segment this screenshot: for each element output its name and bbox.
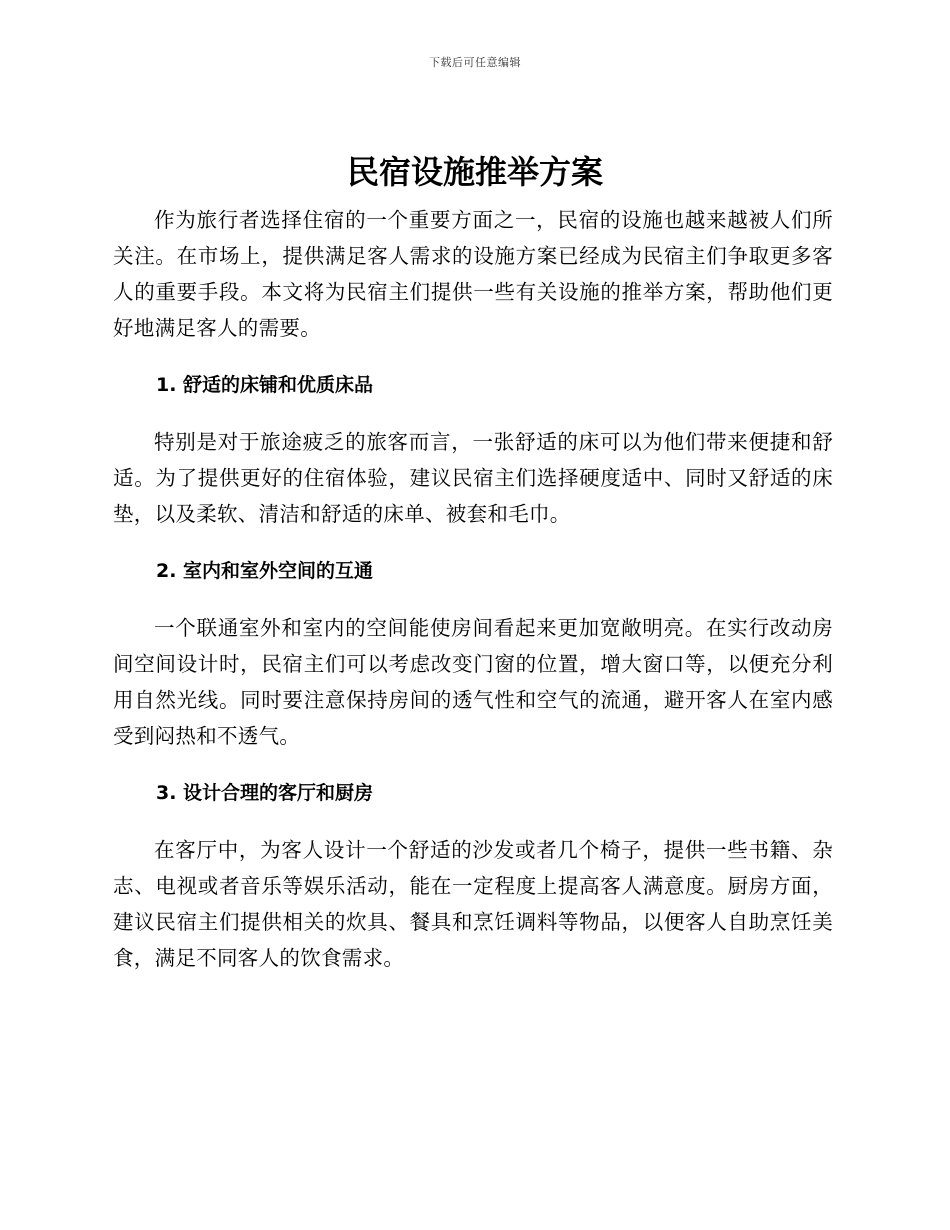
section-body-1: 特别是对于旅途疲乏的旅客而言，一张舒适的床可以为他们带来便捷和舒适。为了提供更好的住宿体验，建议民宿主们选择硬度适中、同时又舒适的床垫，以及柔软、清洁和舒适的床单、被套和毛巾。 xyxy=(113,430,833,526)
section-body-3: 在客厅中，为客人设计一个舒适的沙发或者几个椅子，提供一些书籍、杂志、电视或者音乐等娱乐活动，能在一定程度上提高客人满意度。厨房方面，建议民宿主们提供相关的炊具、餐具和烹饪调料等物品，以便客人自助烹饪美食，满足不同客人的饮食需求。 xyxy=(113,838,833,970)
document-title: 民宿设施推举方案 xyxy=(346,153,603,191)
header-note: 下载后可任意编辑 xyxy=(429,56,521,69)
section-body-2: 一个联通室外和室内的空间能使房间看起来更加宽敞明亮。在实行改动房间空间设计时，民宿主们可以考虑改变门窗的位置，增大窗口等，以便充分利用自然光线。同时要注意保持房间的透气性和空气的流通，避开客人在室内感受到闷热和不透气。 xyxy=(113,616,833,748)
section-heading-2: 2. 室内和室外空间的互通 xyxy=(156,560,374,582)
section-heading-1: 1. 舒适的床铺和优质床品 xyxy=(156,374,374,396)
document-body xyxy=(113,202,833,976)
section-heading-3: 3. 设计合理的客厅和厨房 xyxy=(156,782,374,804)
intro-paragraph: 作为旅行者选择住宿的一个重要方面之一，民宿的设施也越来越被人们所关注。在市场上，提供满足客人需求的设施方案已经成为民宿主们争取更多客人的重要手段。本文将为民宿主们提供一些有关设施的推举方案，帮助他们更好地满足客人的需要。 xyxy=(113,208,833,340)
